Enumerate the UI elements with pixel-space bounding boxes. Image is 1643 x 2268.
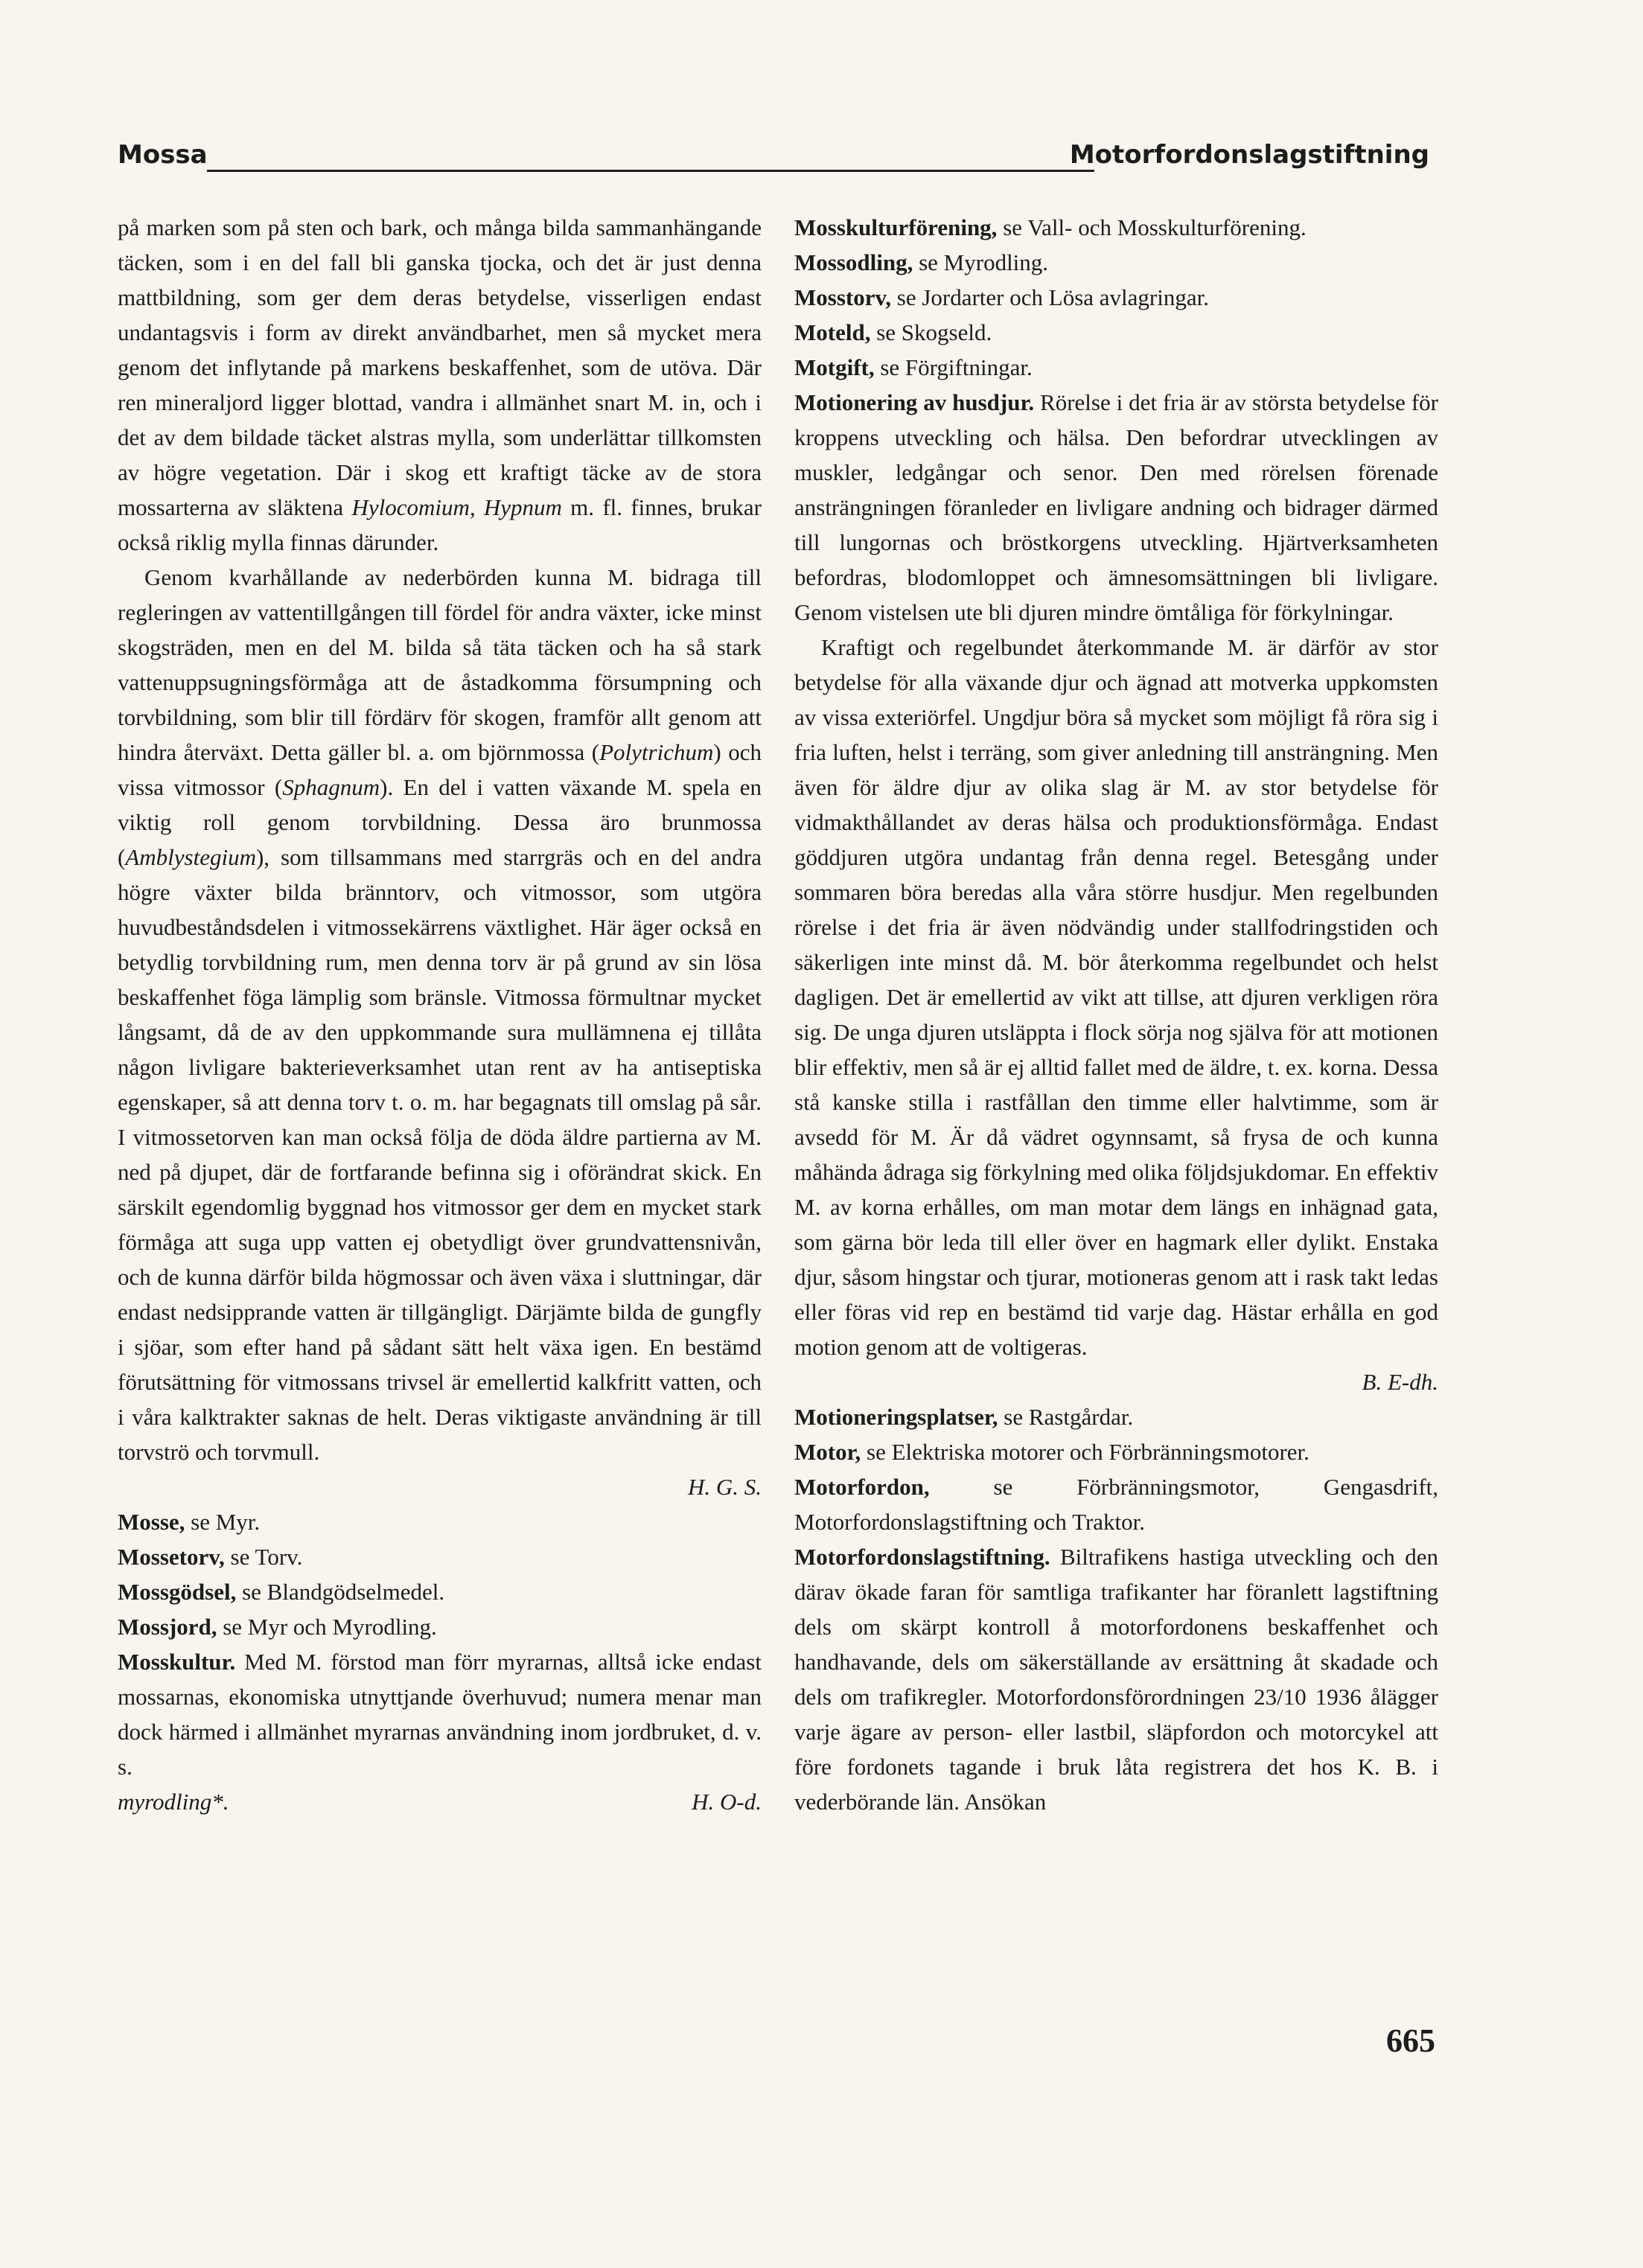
entry-mossetorv: Mossetorv, se Torv. (118, 1544, 303, 1570)
entry-mosse: Mosse, se Myr. (118, 1509, 261, 1535)
header-left-keyword: Mossa (118, 140, 208, 170)
entry-motgift: Motgift, se Förgiftningar. (794, 354, 1033, 380)
entry-moteld: Moteld, se Skogseld. (794, 319, 992, 345)
right-column (794, 210, 1438, 1819)
paragraph: Kraftigt och regelbundet återkommande M. är därför av stor betydelse för alla växande djur och ägnad att motverka uppkomsten av vissa exteriörfel. Ungdjur böra så mycket som möjligt få röra sig i fria luften, helst i terräng, som giver anledning till ansträngning. Men även för äldre djur av olika slag är M. av stor betydelse för vidmakthållandet av deras hälsa och produktionsförmåga. Endast göddjuren utgöra undantag från denna regel. Betesgång under sommaren böra beredas alla våra större husdjur. Men regelbunden rörelse i det fria är även nödvändig under stallfodringstiden och säkerligen inte minst då. M. bör återkomma regelbundet och helst dagligen. Det är emellertid av vikt att tillse, att djuren verkligen röra sig. De unga djuren utsläppta i flock sörja nog själva för att motionen blir effektiv, men så är ej alltid fallet med de äldre, t. ex. korna. Dessa stå kanske stilla i rastfållan den timme eller halvtimme, som är avsedd för M. Är då vädret ogynnsamt, så frysa de och kunna måhända ådraga sig förkylning med olika följdsjukdomar. En effektiv M. av korna erhålles, om man motar dem längs en inhägnad gata, som gärna bör leda till eller över en hagmark eller dylikt. Enstaka djur, såsom hingstar och tjurar, motioneras genom att i rask takt ledas eller föras vid rep en bestämd tid varje dag. Hästar erhålla en god motion genom att de voltigeras. (794, 634, 1438, 1360)
entry-mossgodsel: Mossgödsel, se Blandgödselmedel. (118, 1579, 445, 1605)
entry-mossodling: Mossodling, se Myrodling. (794, 249, 1049, 275)
entry-motorfordon: Motorfordon, se Förbränningsmotor, Gengasdrift, Motorfordonslagstiftning och Traktor. (794, 1474, 1438, 1535)
author-signature: H. O-d. (692, 1789, 762, 1815)
page-number: 665 (1386, 2022, 1435, 2059)
header-right-keyword: Motorfordonslagstiftning (1069, 140, 1429, 170)
running-header (118, 140, 1429, 185)
paragraph: Genom kvarhållande av nederbörden kunna M. bidraga till regleringen av vattentillgången till fördel för andra växter, icke minst skogsträden, men en del M. bilda så täta täcken och ha så stark vattenuppsugningsförmåga att de åstadkomma försumpning och torvbildning, som blir till fördärv för skogen, framför allt genom att hindra återväxt. Detta gäller bl. a. om björnmossa (Polytrichum) och vissa vitmossor (Sphagnum). En del i vatten växande M. spela en viktig roll genom torvbildning. Dessa äro brunmossa (Amblystegium), som tillsammans med starrgräs och en del andra högre växter bilda bränntorv, och vitmossor, som utgöra huvudbeståndsdelen i vitmossekärrens växtlighet. Här äger också en betydlig torvbildning rum, men denna torv är på grund av sin lösa beskaffenhet föga lämplig som bränsle. Vitmossa förmultnar mycket långsamt, då de av den uppkommande sura mullämnena ej tillåta någon livligare bakterieverksamhet utan rent av ha antiseptiska egenskaper, så att denna torv t. o. m. har begagnats till omslag på sår. I vitmossetorven kan man också följa de döda äldre partierna av M. ned på djupet, där de fortfarande befinna sig i oförändrat skick. En särskilt egendomlig byggnad hos vitmossor ger dem en mycket stark förmåga att suga upp vatten ej obetydligt över grundvattensnivån, och de kunna därför bilda högmossar och även växa i sluttningar, där endast nedsipprande vatten är tillgängligt. Därjämte bilda de gungfly i sjöar, som efter hand på sådant sätt helt växa igen. En bestämd förutsättning för vitmossans trivsel är emellertid kalkfritt vatten, och i våra kalktrakter saknas de helt. Deras viktigaste användning är till torvströ och torvmull. (118, 564, 762, 1465)
entry-mosskulturforening: Mosskulturförening, se Vall- och Mosskulturförening. (794, 214, 1307, 240)
entry-motorfordonslagstiftning: Motorfordonslagstiftning. Biltrafikens hastiga utveckling och den därav ökade faran för samtliga trafikanter har föranlett lagstiftning dels om skärpt kontroll å motorfordonens beskaffenhet och handhavande, dels om säkerställande av ersättning åt skadade och dels om trafikregler. Motorfordonsförordningen 23/10 1936 ålägger varje ägare av person- eller lastbil, släpfordon och motorcykel att före fordonets tagande i bruk låta registrera det hos K. B. i vederbörande län. Ansökan (794, 1544, 1438, 1815)
entry-signature-line: myrodling*. H. O-d. (118, 1784, 762, 1819)
entry-mosstorv: Mosstorv, se Jordarter och Lösa avlagringar. (794, 284, 1209, 310)
entry-motor: Motor, se Elektriska motorer och Förbränningsmotorer. (794, 1439, 1309, 1465)
paragraph: på marken som på sten och bark, och många bilda sammanhängande täcken, som i en del fall bli ganska tjocka, och det är just denna mattbildning, som ger dem deras betydelse, visserligen endast undantagsvis i form av direkt användbarhet, men så mycket mera genom det inflytande på markens beskaffenhet, som de utöva. Där ren mineraljord ligger blottad, vandra i allmänhet snart M. in, och i det av dem bildade täcket alstras mylla, som underlättar tillkomsten av högre vegetation. Där i skog ett kraftigt täcke av de stora mossarterna av släktena Hylocomium, Hypnum m. fl. finnes, brukar också riklig mylla finnas därunder. (118, 214, 762, 555)
author-signature: B. E-dh. (1362, 1369, 1438, 1395)
entry-mosskultur: Mosskultur. Med M. förstod man förr myrarnas, alltså icke endast mossarnas, ekonomiska utnyttjande överhuvud; numera menar man dock härmed i allmänhet myrarnas användning inom jordbruket, d. v. s. (118, 1649, 762, 1780)
header-rule (207, 170, 1094, 172)
entry-mossjord: Mossjord, se Myr och Myrodling. (118, 1614, 437, 1640)
author-signature: H. G. S. (687, 1474, 762, 1500)
entry-motionering-av-husdjur: Motionering av husdjur. Rörelse i det fria är av största betydelse för kroppens utveckling och hälsa. Den befordrar utvecklingen av muskler, ledgångar och senor. Den med rörelsen förenade ansträngningen föranleder en livligare andning och bidrager därmed till lungornas och bröstkorgens utveckling. Hjärtverksamheten befordras, blodomloppet och ämnesomsättningen bli livligare. Genom vistelsen ute bli djuren mindre ömtåliga för förkylningar. (794, 389, 1438, 625)
left-column (118, 210, 762, 1819)
entry-motioneringsplatser: Motioneringsplatser, se Rastgårdar. (794, 1404, 1134, 1430)
